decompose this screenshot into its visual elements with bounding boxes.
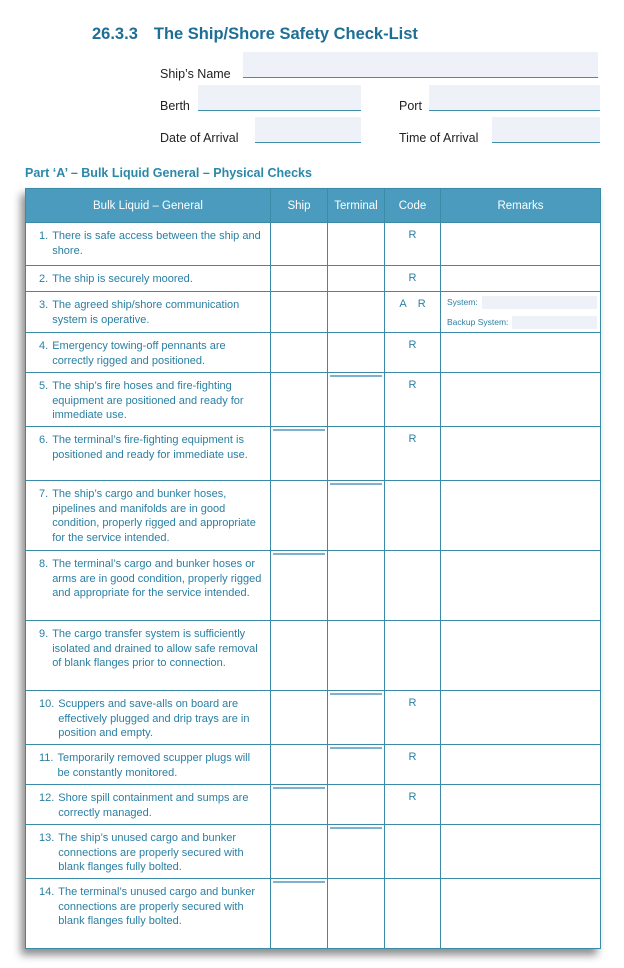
code-cell: R bbox=[385, 785, 441, 825]
ship-check-cell[interactable] bbox=[271, 266, 328, 292]
ship-check-cell bbox=[271, 879, 328, 949]
table-row bbox=[26, 745, 601, 785]
page-title bbox=[92, 25, 418, 44]
item-text: The terminal’s unused cargo and bunker connections are properly secured with blank flanges fully bolted. bbox=[58, 886, 255, 928]
port-field[interactable] bbox=[429, 85, 600, 111]
backup-system-remark bbox=[441, 312, 600, 332]
ship-check-cell[interactable] bbox=[271, 691, 328, 745]
date-of-arrival-label: Date of Arrival bbox=[160, 131, 239, 145]
item-text: There is safe access between the ship and shore. bbox=[52, 230, 261, 257]
system-label: System: bbox=[447, 297, 478, 307]
check-item bbox=[26, 691, 271, 745]
item-number: 6. bbox=[39, 434, 49, 446]
item-text: The ship is securely moored. bbox=[52, 273, 193, 285]
item-text: Emergency towing-off pennants are correctly rigged and positioned. bbox=[52, 340, 226, 367]
remarks-cell[interactable] bbox=[441, 551, 601, 621]
item-number: 5. bbox=[39, 380, 49, 392]
code-cell: R bbox=[385, 691, 441, 745]
table-row bbox=[26, 879, 601, 949]
time-of-arrival-field[interactable] bbox=[492, 117, 600, 143]
terminal-check-cell[interactable] bbox=[328, 223, 385, 266]
item-number: 2. bbox=[39, 273, 49, 285]
ship-check-cell bbox=[271, 551, 328, 621]
item-number: 14. bbox=[39, 886, 55, 898]
title-text: The Ship/Shore Safety Check-List bbox=[153, 25, 418, 43]
item-text: The ship’s cargo and bunker hoses, pipelines and manifolds are in good condition, properly rigged and appropriate for the service intended. bbox=[52, 488, 256, 544]
remarks-cell[interactable] bbox=[441, 745, 601, 785]
check-item bbox=[26, 621, 271, 691]
code-cell: R bbox=[385, 745, 441, 785]
remarks-cell[interactable] bbox=[441, 785, 601, 825]
terminal-check-cell[interactable] bbox=[328, 266, 385, 292]
ship-check-cell bbox=[271, 427, 328, 481]
part-title: Part ‘A’ – Bulk Liquid General – Physical Checks bbox=[25, 166, 312, 180]
code-cell: R bbox=[385, 333, 441, 373]
remarks-cell bbox=[441, 292, 601, 333]
table-row bbox=[26, 333, 601, 373]
remarks-cell[interactable] bbox=[441, 333, 601, 373]
remarks-cell[interactable] bbox=[441, 427, 601, 481]
table-row bbox=[26, 266, 601, 292]
code-cell: R bbox=[385, 266, 441, 292]
remarks-cell[interactable] bbox=[441, 691, 601, 745]
item-number: 7. bbox=[39, 488, 49, 500]
ship-check-cell[interactable] bbox=[271, 621, 328, 691]
item-number: 11. bbox=[39, 752, 54, 764]
terminal-check-cell bbox=[328, 481, 385, 551]
table-row bbox=[26, 292, 601, 333]
item-text: The agreed ship/shore communication system is operative. bbox=[52, 299, 240, 326]
ship-check-cell[interactable] bbox=[271, 333, 328, 373]
ship-check-cell[interactable] bbox=[271, 745, 328, 785]
terminal-check-cell[interactable] bbox=[328, 621, 385, 691]
remarks-cell[interactable] bbox=[441, 879, 601, 949]
code-cell bbox=[385, 551, 441, 621]
item-number: 9. bbox=[39, 628, 49, 640]
ships-name-label: Ship’s Name bbox=[160, 67, 231, 81]
item-number: 12. bbox=[39, 792, 55, 804]
time-of-arrival-label: Time of Arrival bbox=[399, 131, 479, 145]
ship-check-cell[interactable] bbox=[271, 481, 328, 551]
remarks-cell[interactable] bbox=[441, 266, 601, 292]
remarks-cell[interactable] bbox=[441, 481, 601, 551]
check-item bbox=[26, 333, 271, 373]
item-text: Shore spill containment and sumps are correctly managed. bbox=[58, 792, 249, 819]
ship-check-cell bbox=[271, 785, 328, 825]
check-item bbox=[26, 292, 271, 333]
table-row bbox=[26, 785, 601, 825]
code-cell bbox=[385, 481, 441, 551]
col-header-item: Bulk Liquid – General bbox=[26, 189, 271, 223]
terminal-check-cell bbox=[328, 373, 385, 427]
check-item bbox=[26, 481, 271, 551]
code-cell: R bbox=[385, 373, 441, 427]
port-label: Port bbox=[399, 99, 422, 113]
backup-system-label: Backup System: bbox=[447, 317, 509, 327]
terminal-check-cell[interactable] bbox=[328, 551, 385, 621]
item-text: The terminal’s cargo and bunker hoses or arms are in good condition, properly rigged and appropriate for the service intended. bbox=[52, 558, 262, 600]
ship-check-cell[interactable] bbox=[271, 825, 328, 879]
check-item bbox=[26, 745, 271, 785]
checklist-table-wrapper bbox=[25, 188, 601, 949]
code-cell: A R bbox=[385, 292, 441, 333]
table-row bbox=[26, 373, 601, 427]
check-item bbox=[26, 266, 271, 292]
remarks-cell[interactable] bbox=[441, 373, 601, 427]
ship-check-cell[interactable] bbox=[271, 292, 328, 333]
table-header bbox=[26, 189, 601, 223]
item-text: Scuppers and save-alls on board are effectively plugged and drip trays are in position and empty. bbox=[58, 698, 250, 740]
terminal-check-cell[interactable] bbox=[328, 333, 385, 373]
table-row bbox=[26, 481, 601, 551]
code-cell bbox=[385, 879, 441, 949]
check-item bbox=[26, 223, 271, 266]
terminal-check-cell[interactable] bbox=[328, 427, 385, 481]
code-cell bbox=[385, 621, 441, 691]
terminal-check-cell bbox=[328, 691, 385, 745]
system-remark bbox=[441, 292, 600, 312]
item-text: The ship’s fire hoses and fire-fighting equipment are positioned and ready for immediate use. bbox=[52, 380, 244, 422]
remarks-cell[interactable] bbox=[441, 621, 601, 691]
check-item bbox=[26, 373, 271, 427]
ship-check-cell[interactable] bbox=[271, 373, 328, 427]
item-number: 4. bbox=[39, 340, 49, 352]
check-item bbox=[26, 551, 271, 621]
terminal-check-cell bbox=[328, 745, 385, 785]
item-number: 13. bbox=[39, 832, 55, 844]
table-row bbox=[26, 621, 601, 691]
col-header-code: Code bbox=[385, 189, 441, 223]
section-number: 26.3.3 bbox=[92, 25, 138, 43]
table-row bbox=[26, 427, 601, 481]
table-row bbox=[26, 691, 601, 745]
item-text: The cargo transfer system is sufficiently isolated and drained to allow safe removal of blank flanges prior to connection. bbox=[52, 628, 258, 670]
code-cell: R bbox=[385, 223, 441, 266]
item-number: 8. bbox=[39, 558, 49, 570]
col-header-ship: Ship bbox=[271, 189, 328, 223]
col-header-terminal: Terminal bbox=[328, 189, 385, 223]
remarks-cell[interactable] bbox=[441, 825, 601, 879]
code-cell: R bbox=[385, 427, 441, 481]
backup-system-input[interactable] bbox=[512, 316, 597, 329]
table-row bbox=[26, 223, 601, 266]
terminal-check-cell[interactable] bbox=[328, 879, 385, 949]
table-row bbox=[26, 551, 601, 621]
berth-label: Berth bbox=[160, 99, 190, 113]
item-text: The terminal’s fire-fighting equipment is positioned and ready for immediate use. bbox=[52, 434, 248, 461]
check-item bbox=[26, 879, 271, 949]
remarks-cell[interactable] bbox=[441, 223, 601, 266]
item-text: The ship’s unused cargo and bunker connections are properly secured with blank flanges fully bolted. bbox=[58, 832, 244, 874]
check-item bbox=[26, 427, 271, 481]
col-header-remarks: Remarks bbox=[441, 189, 601, 223]
ships-name-field[interactable] bbox=[243, 52, 598, 78]
terminal-check-cell bbox=[328, 825, 385, 879]
system-input[interactable] bbox=[482, 296, 597, 309]
ship-check-cell[interactable] bbox=[271, 223, 328, 266]
item-text: Temporarily removed scupper plugs will be constantly monitored. bbox=[57, 752, 251, 779]
date-of-arrival-field[interactable] bbox=[255, 117, 361, 143]
checklist-table bbox=[25, 188, 601, 949]
check-item bbox=[26, 785, 271, 825]
terminal-check-cell[interactable] bbox=[328, 785, 385, 825]
item-number: 1. bbox=[39, 230, 49, 242]
item-number: 3. bbox=[39, 299, 49, 311]
table-row bbox=[26, 825, 601, 879]
item-number: 10. bbox=[39, 698, 55, 710]
code-cell bbox=[385, 825, 441, 879]
berth-field[interactable] bbox=[198, 85, 361, 111]
terminal-check-cell[interactable] bbox=[328, 292, 385, 333]
check-item bbox=[26, 825, 271, 879]
